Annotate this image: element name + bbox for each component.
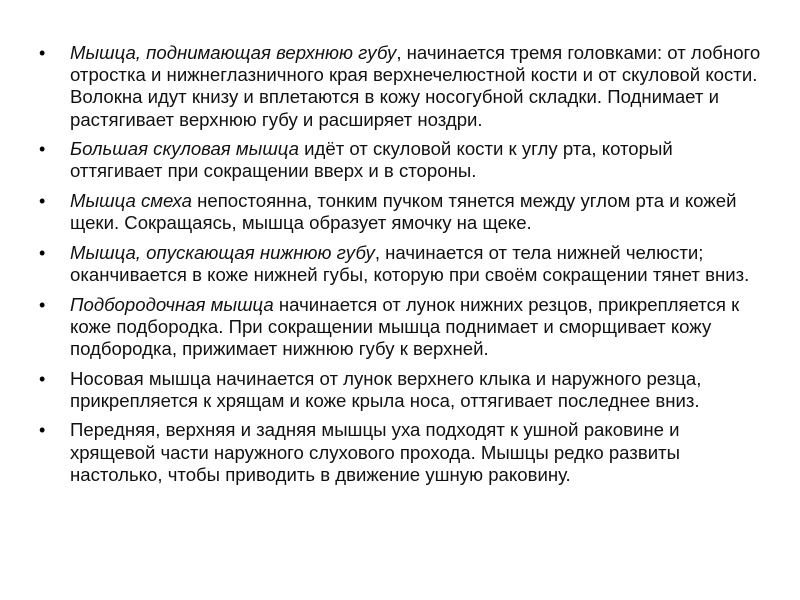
bullet-text: непостоянна, тонким пучком тянется между углом рта и кожей щеки. Сокращаясь, мышца образует ямочку на щеке.: [70, 190, 737, 234]
bullet-term: Подбородочная мышца: [70, 293, 274, 315]
bullet-item-depressor-labii: [38, 242, 768, 286]
bullet-dot: •: [39, 191, 46, 211]
bullet-item-nasalis: [38, 368, 768, 412]
bullet-dot: •: [39, 368, 46, 389]
bullet-text: , начинается от тела нижней челюсти; оканчивается в коже нижней губы, которую при своём сокращении тянет вниз.: [70, 241, 750, 285]
bullet-term: Мышца, опускающая нижнюю губу: [70, 241, 375, 263]
bullet-text: идёт от скуловой кости к углу рта, который оттягивает при сокращении вверх и в стороны.: [70, 138, 673, 182]
bullet-item-levator-labii: [38, 42, 768, 131]
bullet-dot: •: [39, 43, 46, 63]
bullet-list: [38, 42, 768, 493]
bullet-text: Передняя, верхняя и задняя мышцы уха подходят к ушной раковине и хрящевой части наружного слухового прохода. Мышцы редко развиты настолько, чтобы приводить в движение ушную раковину.: [70, 419, 680, 485]
bullet-dot: •: [39, 242, 46, 263]
bullet-dot: •: [39, 139, 46, 160]
bullet-dot: •: [39, 294, 46, 315]
bullet-text: начинается от лунок нижних резцов, прикрепляется к коже подбородка. При сокращении мышца поднимает и сморщивает кожу подбородка, прижимает нижнюю губу к верхней.: [70, 293, 740, 359]
bullet-dot: •: [39, 420, 46, 441]
bullet-item-risorius: [38, 190, 768, 234]
bullet-text: Носовая мышца начинается от лунок верхнего клыка и наружного резца, прикрепляется к хрящам и коже крыла носа, оттягивает последнее вниз.: [70, 367, 702, 411]
bullet-item-mentalis: [38, 294, 768, 361]
bullet-term: Большая скуловая мышца: [70, 138, 299, 160]
bullet-item-zygomaticus-major: [38, 138, 768, 182]
bullet-term: Мышца, поднимающая верхнюю губу: [70, 42, 397, 63]
bullet-term: Мышца смеха: [70, 190, 192, 211]
bullet-text: , начинается тремя головками: от лобного отростка и нижнеглазничного края верхнечелюстной кости и от скуловой кости. Волокна идут книзу и вплетаются в кожу носогубной складки. Поднимает и растягивает верхнюю губу и расширяет ноздри.: [70, 42, 761, 130]
bullet-item-auricular-muscles: [38, 419, 768, 486]
